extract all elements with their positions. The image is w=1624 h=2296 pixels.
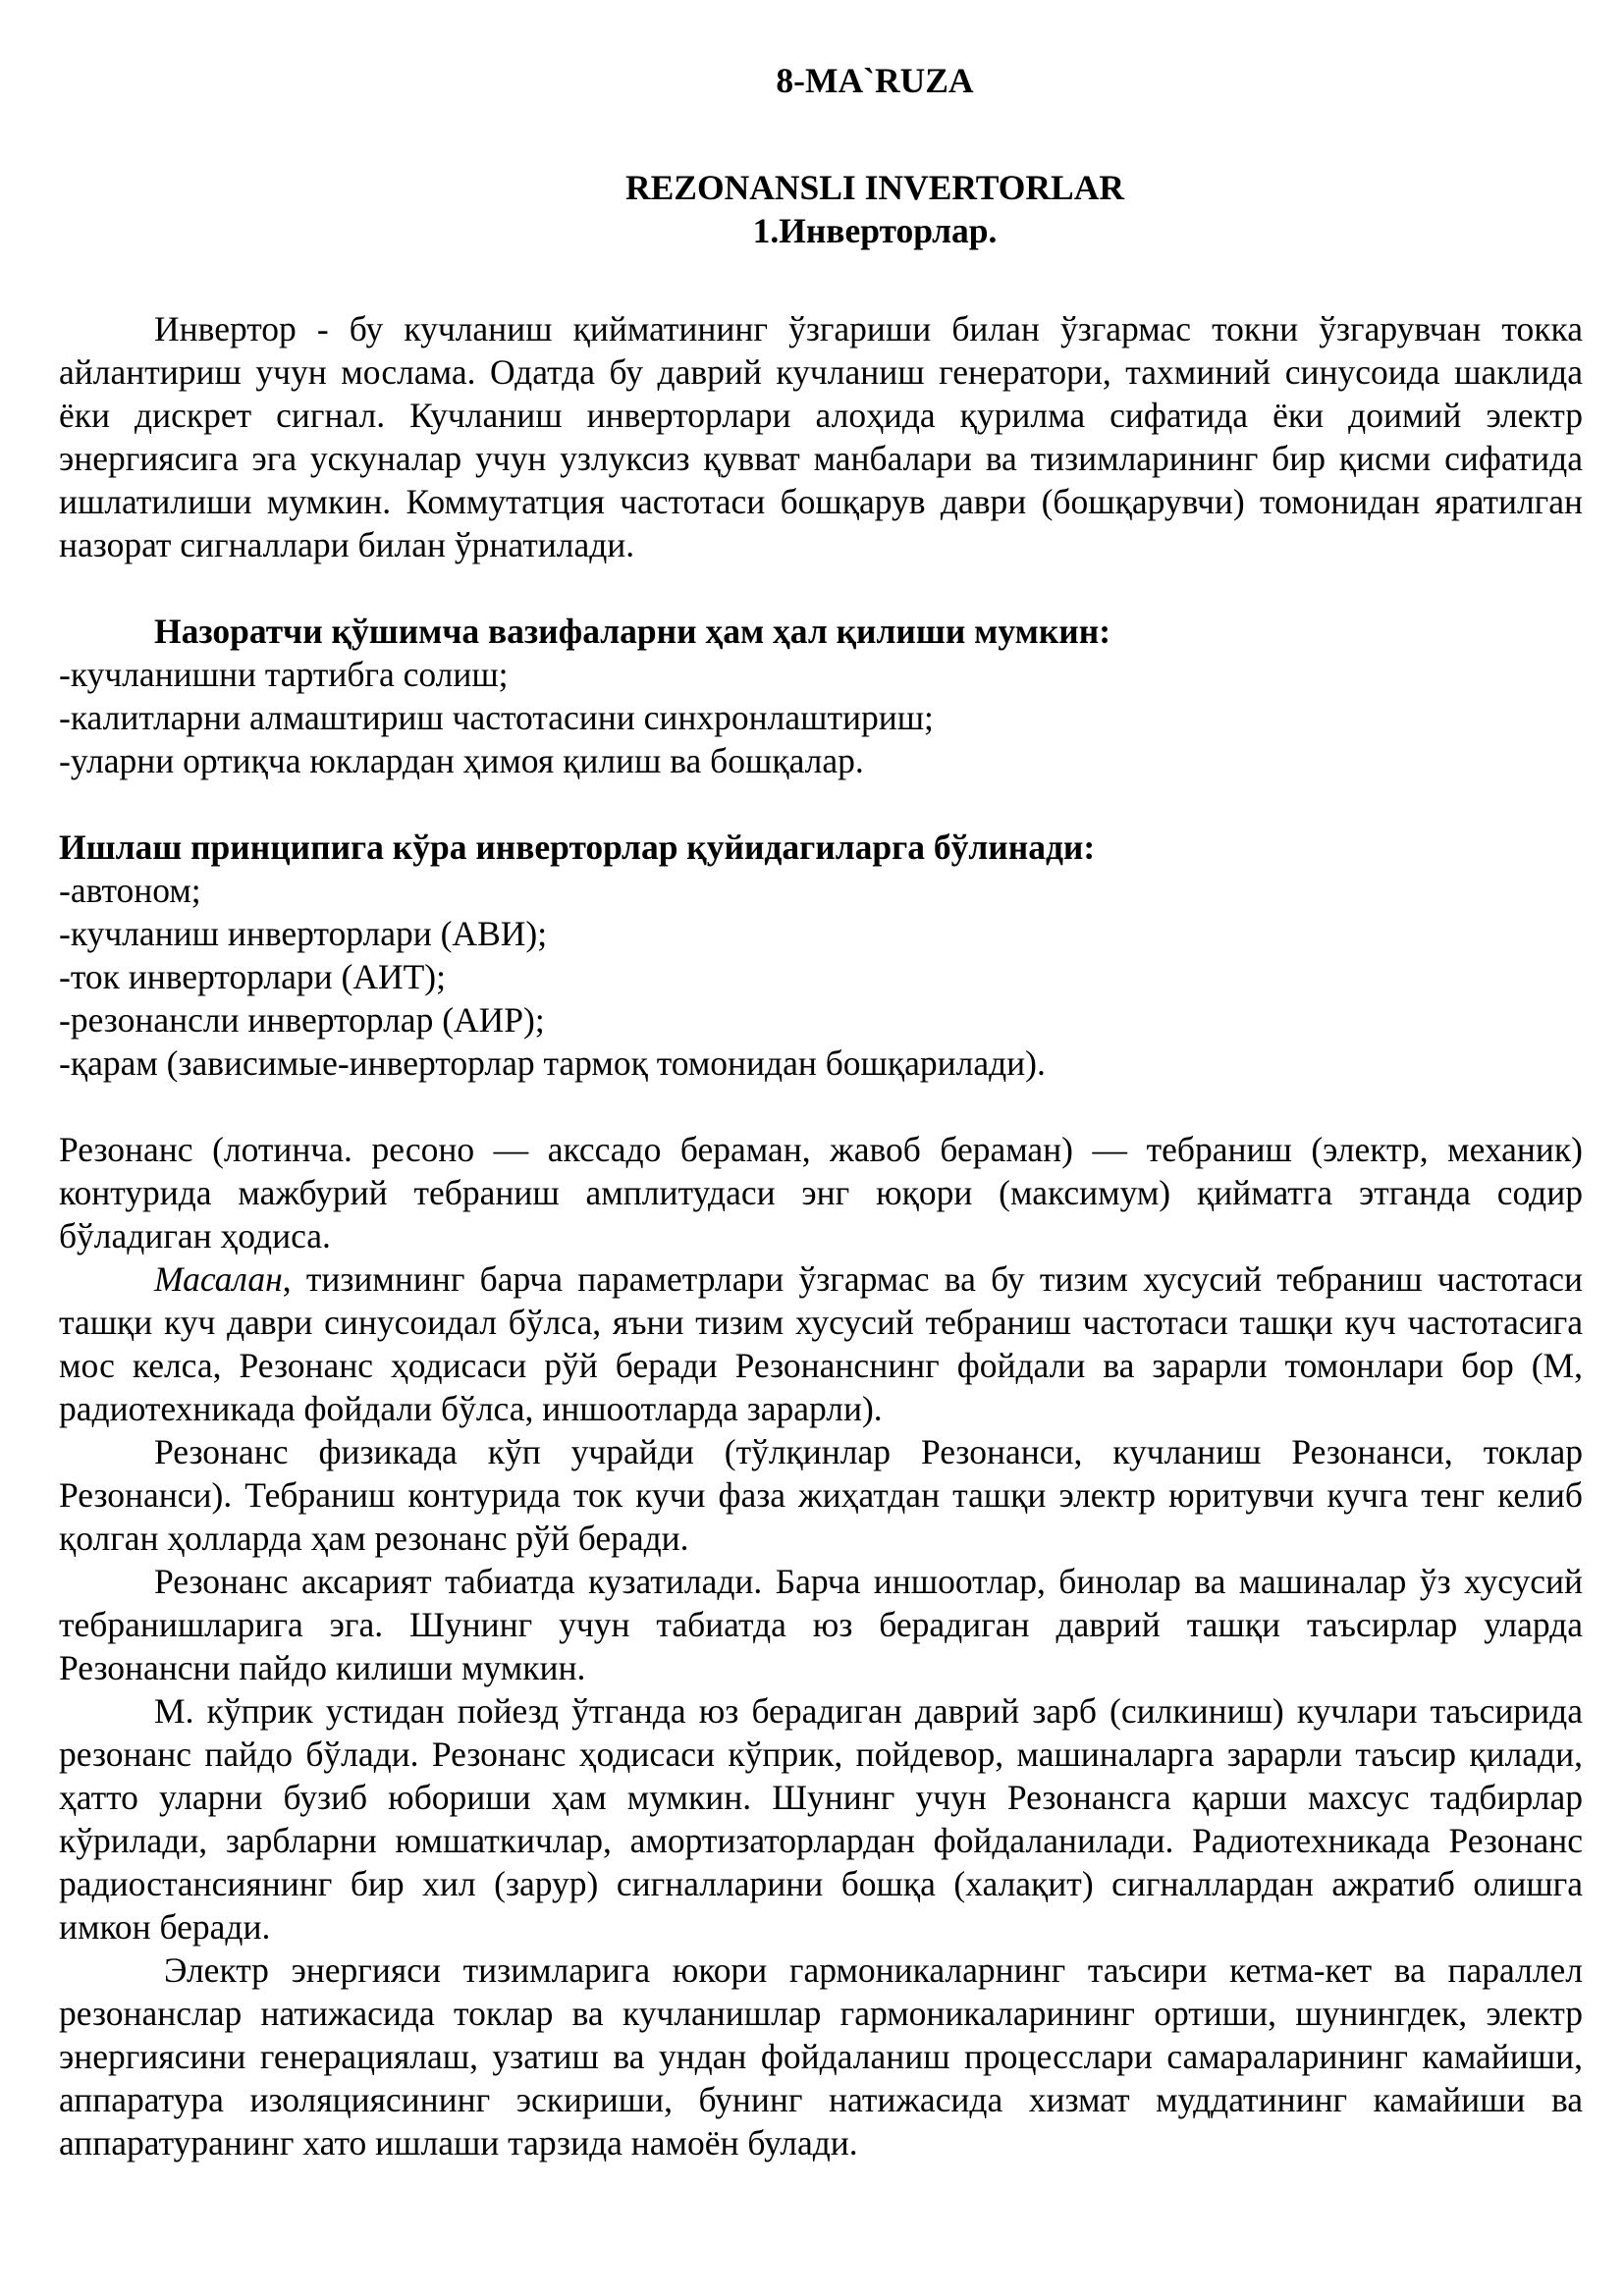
example-label: Масалан: [154, 1259, 283, 1299]
list-item: -ток инверторлари (АИТ);: [59, 957, 446, 996]
resonance-power: Электр энергияси тизимларига юкори гармоникаларнинг таъсири кетма-кет ва параллел резонанслар натижасида токлар ва кучланишлар гармоникаларининг ортиши, шунингдек, электр энергиясини генерациялаш, узатиш ва ундан фойдаланиш процесслари самараларининг камайиши, аппаратура изоляциясининг эскириши, бунинг натижасида хизмат муддатининг камайиши ва аппаратуранинг хато ишлаши тарзида намоён булади.: [59, 1950, 1583, 2163]
spacer: [59, 566, 1583, 610]
list-item: -кучланиш инверторлари (АВИ);: [59, 914, 548, 953]
classification-heading: Ишлаш принципига кўра инверторлар қуйидагиларга бўлинади:: [59, 828, 1096, 867]
spacer: [59, 252, 1583, 307]
controller-heading: Назоратчи қўшимча вазифаларни ҳам ҳал қилиши мумкин:: [154, 612, 1111, 651]
list-item: -калитларни алмаштириш частотасини синхронлаштириш;: [59, 698, 934, 737]
list-item: -резонансли инверторлар (АИР);: [59, 1000, 545, 1040]
list-item: -кучланишни тартибга солиш;: [59, 655, 509, 694]
list-item: -уларни ортиқча юклардан ҳимоя қилиш ва бошқалар.: [59, 741, 864, 780]
resonance-bridge: М. кўприк устидан пойезд ўтганда юз берадиган даврий зарб (силкиниш) кучлари таъсирида резонанс пайдо бўлади. Резонанс ҳодисаси кўприк, пойдевор, машиналарга зарарли таъсир қилади, ҳатто уларни бузиб юбориши ҳам мумкин. Шунинг учун Резонансга қарши махсус тадбирлар кўрилади, зарбларни юмшаткичлар, амортизаторлардан фойдаланилади. Радиотехникада Резонанс радиостансиянинг бир хил (зарур) сигналларини бошқа (халақит) сигналлардан ажратиб олишга имкон беради.: [59, 1691, 1583, 1947]
page-title: REZONANSLI INVERTORLAR: [624, 168, 1125, 207]
list-item: -автоном;: [59, 871, 201, 910]
lecture-number: 8-MA`RUZA: [776, 61, 974, 100]
spacer: [59, 1085, 1583, 1128]
resonance-physics: Резонанс физикада кўп учрайди (тўлқинлар Резонанси, кучланиш Резонанси, токлар Резонанси). Тебраниш контурида ток кучи фаза жиҳатдан ташқи электр юритувчи кучга тенг келиб қолган ҳолларда ҳам резонанс рўй беради.: [59, 1432, 1583, 1558]
resonance-nature: Резонанс аксарият табиатда кузатилади. Барча иншоотлар, бинолар ва машиналар ўз хусусий тебранишларига эга. Шунинг учун табиатда юз берадиган даврий ташқи таъсирлар уларда Резонансни пайдо килиши мумкин.: [59, 1562, 1583, 1687]
list-item: -қарам (зависимые-инверторлар тармоқ томонидан бошқарилади).: [59, 1043, 1046, 1083]
resonance-example: [59, 1257, 1583, 1430]
intro-paragraph: Инвертор - бу кучланиш қийматининг ўзгариши билан ўзгармас токни ўзгарувчан токка айлантириш учун мослама. Одатда бу даврий кучланиш генератори, тахминий синусоида шаклида ёки дискрет сигнал. Кучланиш инверторлари алоҳида қурилма сифатида ёки доимий электр энергиясига эга ускуналар учун узлуксиз қувват манбалари ва тизимларининг бир қисми сифатида ишлатилиши мумкин. Коммутатция частотаси бошқарув даври (бошқарувчи) томонидан яратилган назорат сигналлари билан ўрнатилади.: [59, 309, 1583, 564]
resonance-definition: Резонанс (лотинча. ресоно — акссадо бераман, жавоб бераман) — тебраниш (электр, механик) контурида мажбурий тебраниш амплитудаси энг юқори (максимум) қийматга этганда содир бўладиган ҳодиса.: [59, 1130, 1583, 1255]
section-heading: 1.Инверторлар.: [752, 211, 998, 250]
example-text: , тизимнинг барча параметрлари ўзгармас ва бу тизим хусусий тебраниш частотаси ташқи куч даври синусоидал бўлса, яъни тизим хусусий тебраниш частотаси ташқи куч частотасига мос келса, Резонанс ҳодисаси рўй беради Резонанснинг фойдали ва зарарли томонлари бор (М, радиотехникада фойдали бўлса, иншоотларда зарарли).: [59, 1259, 1583, 1428]
spacer: [59, 782, 1583, 826]
